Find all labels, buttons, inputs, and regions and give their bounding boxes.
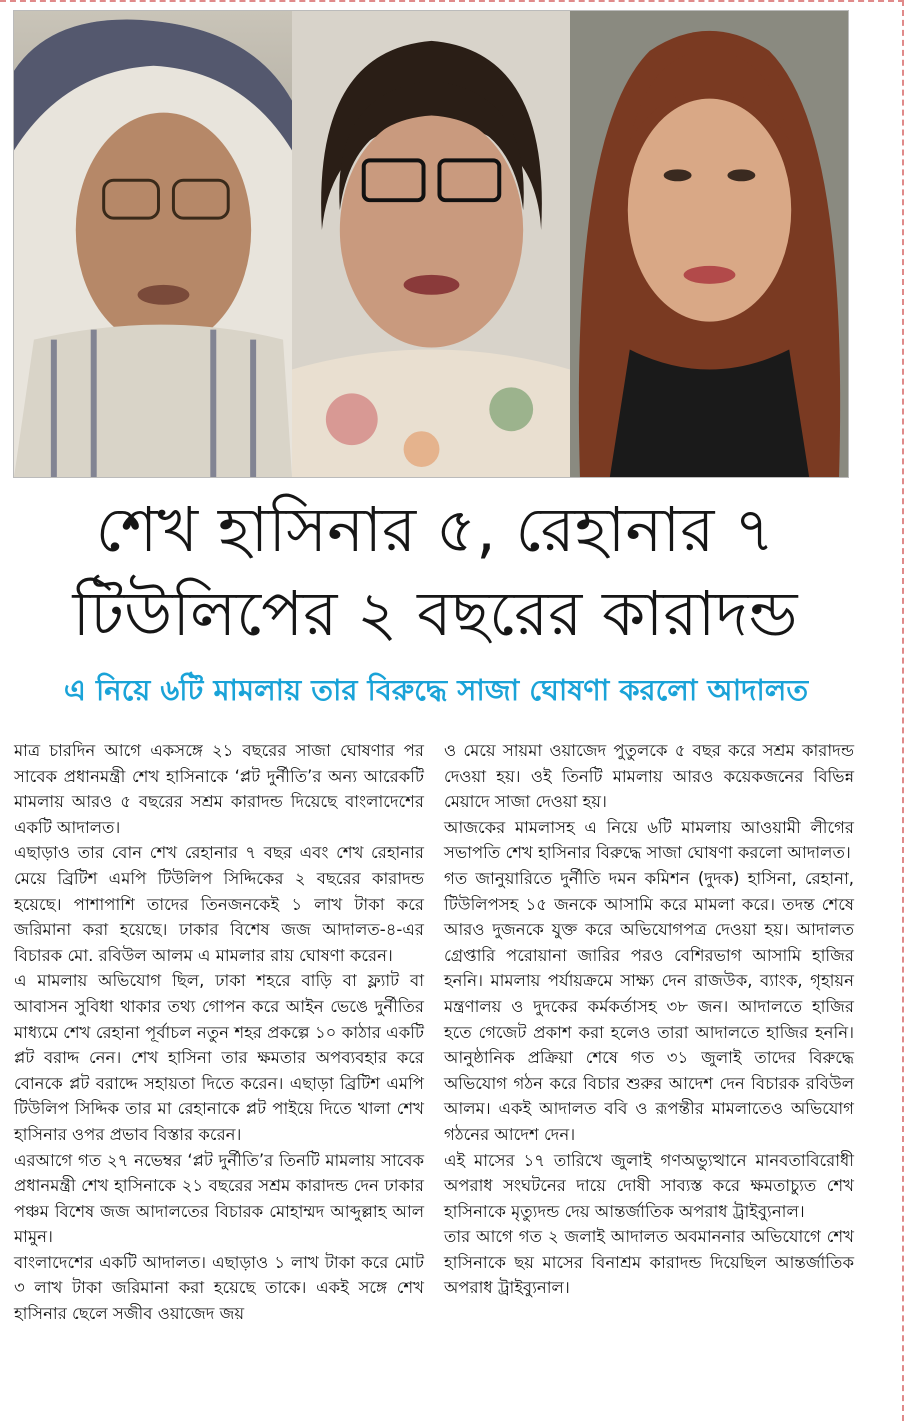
paragraph: বাংলাদেশের একটি আদালত। এছাড়াও ১ লাখ টাকা করে মোট ৩ লাখ টাকা জরিমানা করা হয়েছে তাকে। একই সঙ্গে শেখ হাসিনার ছেলে সজীব ওয়াজেদ জয় [14, 1252, 424, 1324]
headline [0, 488, 870, 656]
subheadline: এ নিয়ে ৬টি মামলায় তার বিরুদ্ধে সাজা ঘোষণা করলো আদালত [63, 673, 809, 707]
headline-line-2: টিউলিপের ২ বছরের কারাদন্ড [72, 577, 798, 650]
photo-sheikh-rehana [292, 11, 570, 477]
paragraph: তার আগে গত ২ জলাই আদালত অবমাননার অভিযোগে শেখ হাসিনাকে ছয় মাসের বিনাশ্রম কারাদন্ড দিয়েছিল আন্তর্জাতিক অপরাধ ট্রাইব্যুনাল। [444, 1227, 854, 1298]
photo-sheikh-hasina [14, 11, 292, 477]
paragraph: আজকের মামলাসহ এ নিয়ে ৬টি মামলায় আওয়ামী লীগের সভাপতি শেখ হাসিনার বিরুদ্ধে সাজা ঘোষণা করলো আদালত। [444, 817, 854, 863]
paragraph: মাত্র চারদিন আগে একসঙ্গে ২১ বছরের সাজা ঘোষণার পর সাবেক প্রধানমন্ত্রী শেখ হাসিনাকে ‘প্লট দুর্নীতি’র অন্য আরেকটি মামলায় আরও ৫ বছরের সশ্রম কারাদন্ড দিয়েছে বাংলাদেশের একটি আদালত। [14, 741, 424, 837]
paragraph: গত জানুয়ারিতে দুর্নীতি দমন কমিশন (দুদক) হাসিনা, রেহানা, টিউলিপসহ ১৫ জনকে আসামি করে মামলা করে। তদন্ত শেষে আরও দুজনকে যুক্ত করে অভিযোগপত্র দেওয়া হয়। আদালত গ্রেপ্তারি পরোয়ানা জারির পরও বেশিরভাগ আসামি হাজির হননি। মামলায় পর্যায়ক্রমে সাক্ষ্য দেন রাজউক, ব্যাংক, গৃহায়ন মন্ত্রণালয় ও দুদকের কর্মকর্তাসহ ৩৮ জন। আদালতে হাজির হতে গেজেট প্রকাশ করা হলেও তারা আদালতে হাজির হননি। আনুষ্ঠানিক প্রক্রিয়া শেষে গত ৩১ জুলাই তাদের বিরুদ্ধে অভিযোগ গঠন করে বিচার শুরুর আদেশ দেন বিচারক রবিউল আলম। একই আদালত ববি ও রূপন্তীর মামলাতেও অভিযোগ গঠনের আদেশ দেন। [444, 868, 854, 1144]
dashed-border-right [900, 0, 904, 1421]
article-column-right [444, 738, 854, 1301]
paragraph: এরআগে গত ২৭ নভেম্বর ‘প্লট দুর্নীতি’র তিনটি মামলায় সাবেক প্রধানমন্ত্রী শেখ হাসিনাকে ২১ বছরের সশ্রম কারাদন্ড দেন ঢাকার পঞ্চম বিশেষ জজ আদালতের বিচারক মোহাম্মদ আব্দুল্লাহ আল মামুন। [14, 1150, 424, 1247]
dashed-border-top [0, 0, 904, 4]
paragraph: এ মামলায় অভিযোগ ছিল, ঢাকা শহরে বাড়ি বা ফ্ল্যাট বা আবাসন সুবিধা থাকার তথ্য গোপন করে আইন ভেঙে দুর্নীতির মাধ্যমে শেখ রেহানা পূর্বাচল নতুন শহর প্রকল্পে ১০ কাঠার একটি প্লট বরাদ্দ নেন। শেখ হাসিনা তার ক্ষমতার অপব্যবহার করে বোনকে প্লট বরাদ্দে সহায়তা দিতে করেন। এছাড়া ব্রিটিশ এমপি টিউলিপ সিদ্দিক তার মা রেহানাকে প্লট পাইয়ে দিতে খালা শেখ হাসিনার ওপর প্রভাব বিস্তার করেন। [14, 971, 424, 1144]
article-column-left [14, 738, 424, 1327]
photo-strip [13, 10, 849, 478]
paragraph: এছাড়াও তার বোন শেখ রেহানার ৭ বছর এবং শেখ রেহানার মেয়ে ব্রিটিশ এমপি টিউলিপ সিদ্দিকের ২ বছরের কারাদন্ড হয়েছে। পাশাপাশি তাদের তিনজনকেই ১ লাখ টাকা করে জরিমানা করা হয়েছে। ঢাকার বিশেষ জজ আদালত-৪-এর বিচারক মো. রবিউল আলম এ মামলার রায় ঘোষণা করেন। [14, 843, 424, 965]
photo-tulip-siddiq [570, 11, 848, 477]
paragraph: ও মেয়ে সায়মা ওয়াজেদ পুতুলকে ৫ বছর করে সশ্রম কারাদন্ড দেওয়া হয়। ওই তিনটি মামলায় আরও কয়েকজনের বিভিন্ন মেয়াদে সাজা দেওয়া হয়। [444, 741, 854, 812]
paragraph: এই মাসের ১৭ তারিখে জুলাই গণঅভ্যুত্থানে মানবতাবিরোধী অপরাধ সংঘটনের দায়ে দোষী সাব্যস্ত করে ক্ষমতাচ্যুত শেখ হাসিনাকে মৃত্যুদন্ড দেয় আন্তর্জাতিক অপরাধ ট্রাইব্যুনাল। [444, 1150, 854, 1221]
headline-line-1: শেখ হাসিনার ৫, রেহানার ৭ [95, 493, 775, 566]
